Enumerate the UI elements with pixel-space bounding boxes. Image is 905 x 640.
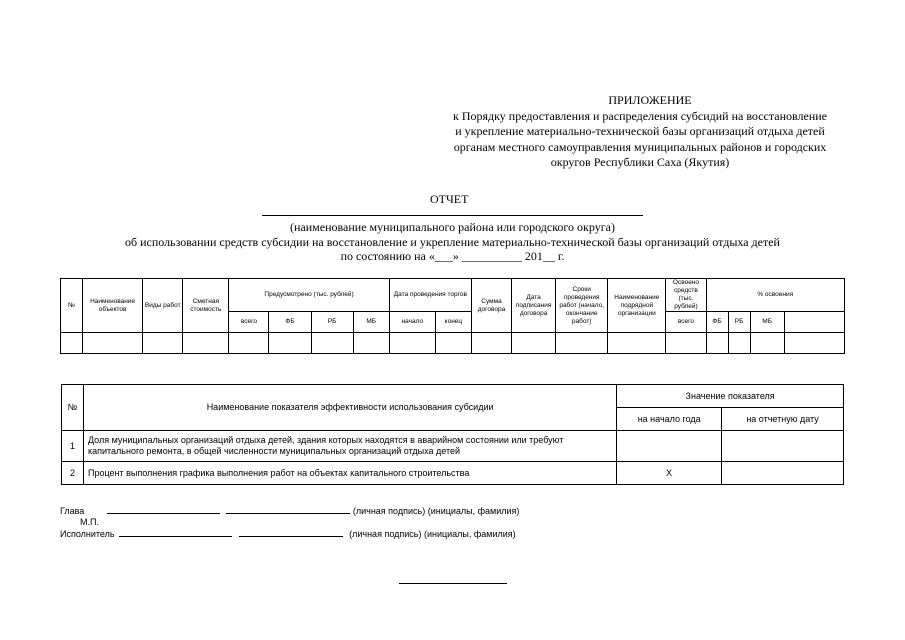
table-row	[61, 333, 845, 354]
signature-block	[60, 505, 660, 540]
table-cell[interactable]	[353, 333, 389, 354]
sub-end: конец	[435, 312, 471, 333]
sub-total: всего	[229, 312, 269, 333]
table-cell[interactable]	[784, 333, 844, 354]
table-cell[interactable]	[269, 333, 311, 354]
table-cell[interactable]	[750, 333, 784, 354]
report-caption	[50, 220, 855, 264]
table-cell[interactable]	[61, 333, 83, 354]
table-cell[interactable]	[471, 333, 511, 354]
indicator-report-value[interactable]	[722, 462, 844, 485]
appendix-line-2: и укрепление материально-технической базы организаций отдыха детей	[455, 124, 825, 138]
table-row	[62, 462, 844, 485]
indicator-col-value: Значение показателя	[617, 385, 844, 408]
appendix-line-3: органам местного самоуправления муниципальных районов и городских	[453, 139, 827, 154]
sub-percent-blank	[784, 312, 844, 333]
table-cell[interactable]	[666, 333, 706, 354]
col-contract-sum: Сумма договора	[471, 279, 511, 333]
col-no: №	[61, 279, 83, 333]
col-contract-date: Дата подписания договора	[512, 279, 556, 333]
col-percent: % освоения	[706, 279, 845, 312]
sub-fb: ФБ	[269, 312, 311, 333]
table-row	[62, 431, 844, 462]
col-estimate: Сметная стоимость	[183, 279, 229, 333]
sub-percent-fb: ФБ	[706, 312, 728, 333]
sub-percent-rb: РБ	[728, 312, 750, 333]
municipality-name-line	[262, 215, 643, 216]
indicator-col-name: Наименование показателя эффективности использования субсидии	[83, 385, 616, 431]
footnote-separator	[399, 583, 507, 584]
table-cell[interactable]	[311, 333, 353, 354]
table-cell[interactable]	[389, 333, 435, 354]
executor-signature-row	[60, 528, 660, 540]
indicator-name: Доля муниципальных организаций отдыха детей, здания которых находятся в аварийном состоянии или требуют капитального ремонта, в общей численности муниципальных организаций отдыха детей	[83, 431, 616, 462]
table-cell[interactable]	[183, 333, 229, 354]
table-cell[interactable]	[556, 333, 608, 354]
executor-signature-line[interactable]	[119, 528, 232, 537]
table-cell[interactable]	[728, 333, 750, 354]
executor-hint: (личная подпись) (инициалы, фамилия)	[349, 529, 516, 539]
indicator-no: 2	[62, 462, 84, 485]
sub-percent-mb: МБ	[750, 312, 784, 333]
report-caption-line-3: по состоянию на «___» __________ 201__ г.	[340, 249, 565, 263]
col-work-types: Виды работ	[143, 279, 183, 333]
report-caption-line-2: об использовании средств субсидии на восстановление и укрепление материально-технической базы организаций отдыха детей	[125, 234, 780, 249]
indicator-col-no: №	[62, 385, 84, 431]
indicator-no: 1	[62, 431, 84, 462]
report-caption-line-1: (наименование муниципального района или городского округа)	[290, 220, 615, 234]
head-signature-row	[60, 505, 660, 517]
report-title: ОТЧЕТ	[430, 192, 469, 206]
head-signature-line[interactable]	[107, 505, 220, 514]
indicator-report-value[interactable]	[722, 431, 844, 462]
head-label: Глава	[60, 506, 85, 516]
works-table	[60, 278, 845, 354]
head-name-line[interactable]	[226, 505, 350, 514]
appendix-title: ПРИЛОЖЕНИЕ	[608, 93, 692, 107]
col-auction-date: Дата проведения торгов	[389, 279, 471, 312]
appendix-block	[400, 93, 880, 171]
col-planned: Предусмотрено (тыс. рублей)	[229, 279, 389, 312]
indicator-name: Процент выполнения графика выполнения работ на объектах капитального строительства	[83, 462, 616, 485]
col-work-terms: Сроки проведения работ (начало, окончание работ)	[556, 279, 608, 333]
sub-mastered-total: всего	[666, 312, 706, 333]
col-mastered: Освоено средств (тыс. рублей)	[666, 279, 706, 312]
table-cell[interactable]	[512, 333, 556, 354]
sub-start: начало	[389, 312, 435, 333]
stamp-label: М.П.	[80, 516, 99, 527]
table-cell[interactable]	[706, 333, 728, 354]
indicators-table	[61, 384, 844, 485]
indicator-col-report: на отчетную дату	[722, 408, 844, 431]
indicator-col-start: на начало года	[617, 408, 722, 431]
executor-label: Исполнитель	[60, 529, 115, 539]
table-cell[interactable]	[229, 333, 269, 354]
table-cell[interactable]	[435, 333, 471, 354]
table-cell[interactable]	[83, 333, 143, 354]
executor-name-line[interactable]	[239, 528, 343, 537]
head-hint: (личная подпись) (инициалы, фамилия)	[352, 506, 520, 516]
appendix-line-1: к Порядку предоставления и распределения субсидий на восстановление	[452, 108, 827, 123]
appendix-line-4: округов Республики Саха (Якутия)	[550, 155, 730, 169]
table-cell[interactable]	[608, 333, 666, 354]
table-cell[interactable]	[143, 333, 183, 354]
indicator-start-value[interactable]: Х	[617, 462, 722, 485]
sub-mb: МБ	[353, 312, 389, 333]
sub-rb: РБ	[311, 312, 353, 333]
col-object-name: Наименование объектов	[83, 279, 143, 333]
col-contractor: Наименование подрядной организации	[608, 279, 666, 333]
indicator-start-value[interactable]	[617, 431, 722, 462]
